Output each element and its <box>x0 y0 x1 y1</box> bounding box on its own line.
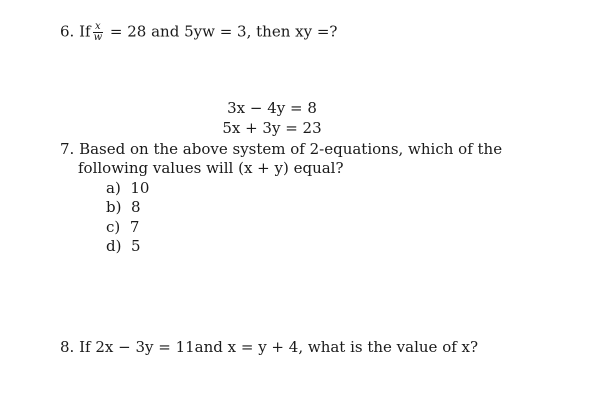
option-d <box>106 237 141 255</box>
option-value: 10 <box>130 179 150 197</box>
option-b <box>106 198 141 216</box>
question-7-number: 7. <box>60 140 75 158</box>
equation-2: 5x + 3y = 23 <box>222 119 322 137</box>
question-8-number: 8. <box>60 338 75 356</box>
question-6-number: 6. <box>60 22 75 41</box>
option-value: 5 <box>131 237 141 255</box>
fraction-numerator: x <box>93 22 104 33</box>
option-letter: c) <box>106 218 121 236</box>
fraction-denominator: w <box>93 32 103 43</box>
question-7-text: Based on the above system of 2-equations, which of the <box>79 140 503 158</box>
question-7-line-1 <box>60 140 502 158</box>
option-value: 7 <box>129 218 140 236</box>
question-7-line-2: following values will (x + y) equal? <box>78 159 344 177</box>
option-c <box>106 218 139 236</box>
option-letter: b) <box>106 198 122 216</box>
question-8-text: If 2x − 3y = 11and x = y + 4, what is the value of x? <box>79 338 479 356</box>
question-6-prefix: If <box>79 22 91 41</box>
option-a <box>106 179 149 197</box>
option-value: 8 <box>131 198 141 216</box>
equation-1: 3x − 4y = 8 <box>227 99 317 117</box>
option-letter: a) <box>106 179 121 197</box>
question-6 <box>60 22 337 43</box>
option-letter: d) <box>106 237 122 255</box>
question-6-fraction <box>93 22 104 43</box>
question-6-text: = 28 and 5yw = 3, then xy =? <box>109 22 338 41</box>
question-8 <box>60 338 478 356</box>
